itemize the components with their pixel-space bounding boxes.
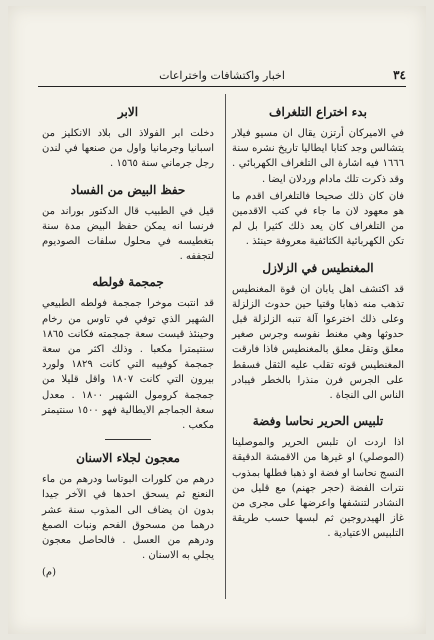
column-divider xyxy=(225,94,226,599)
tooth-paste-paragraph: درهم من كلورات البوتاسا ودرهم من ماء النعنع ثم يسحق احدها في الآخر جيدا بدون ان يضاف الى المذوب سنة عشر درهما من مسحوق الفحم ونبات الصمغ ودرهم من العسل . فالحاصل معجون يجلي به الاسنان . xyxy=(42,474,214,562)
magnet-paragraph: قد اكتشف اهل يابان ان قوة المغنطيس تذهب منه ذهابا وقتيا حين حدوث الزلزلة وعلى ذلك اخترعوا آلة تنبه الزلزلة قبل حدوثها وهي مغنط نفوسه وجرس صغير معلق وتقل معلق بالمغنطيس فاذا فارقت المغنطيس قوته تقلب عليه الثقل فسقط على الجرس فرن منذرا بالخطر فيبادر الناس الى النجاة . xyxy=(232,283,404,402)
page-sheet xyxy=(8,6,426,634)
running-header xyxy=(38,64,406,87)
page-number: ٣٤ xyxy=(393,68,406,82)
section-rule xyxy=(105,439,151,440)
running-title: اخبار واكتشافات واختراعات xyxy=(159,68,285,82)
telegraph-paragraph-1: في الاميركان أرتزن يقال ان مسيو فيلار يتشالس وجد كتابا ايطاليا تاريخ نشره سنة ١٦٦٦ فيه اشارة الى التلغراف الكهربائي . وقد ذكرت تلك مادام وردلان ايضا . xyxy=(232,128,404,185)
author-signature: (م) xyxy=(42,567,56,579)
needles-paragraph: دخلت ابر الفولاذ الى بلاد الانكليز من اسبانيا وجرمانيا واول من صنعها في لندن رجل جرماني سنة ١٥٦٥ . xyxy=(42,128,214,170)
eggs-paragraph: قيل في الطبيب قال الدكتور بوراند من فرنسا انه يمكن حفظ البيض مدة سنة بتغطيسه في محلول سلفات الصوديوم لتجففه . xyxy=(42,205,214,263)
silk-paragraph: اذا اردت ان تلبس الحرير والموصلينا (الموصلي) او غيرها من الاقمشة الدقيقة النسج نحاسا او فضة او ذهبا فطلها بمذوب نترات الفضة (حجر جهنم) مع قليل من النشادر لتنشفها واعرضها على مجرى من غاز الهيدروجين ثم لبسها حسب طريقة التلبيس الاعتيادية . xyxy=(231,437,404,540)
telegraph-paragraph-2: فان كان ذلك صحيحا فالتلغراف اقدم ما هو معهود لان ما جاء في كتب الاقدمين من التلغراف كان يعد ذلك كثيرا بل لم تكن الكهربائية الكثائفية معروفة حينئذ . xyxy=(232,190,404,248)
right-column xyxy=(232,94,404,544)
volta-paragraph: قد انتبت موخرا جمجمة فولطه الطبيعي الشهير الذي توفي في تاوس من رخام وحينئذ قيست سعة جمجمته فكانت ١٨٦٥ سنتيمترا مكعبا . وذلك اكثر من سعة جمجمة كوفييه التي كانت ١٨٢٩ ولورد بيرون التي كانت ١٨٠٧ واقل قليلا من جمجمة كرومول الشهير ١٨٠٠ . معدل سعة الجماجم الايطالية فهو ١٥٠٠ سنتيمتر مكعب . xyxy=(42,298,214,432)
left-column xyxy=(42,94,214,581)
section-title-egg-preservation: حفظ البيض من الفساد xyxy=(70,182,186,197)
section-title-needles: الابر xyxy=(117,105,139,119)
section-title-magnet-earthquakes: المغنطيس في الزلازل xyxy=(262,260,374,275)
section-title-silk-plating: تلبيس الحرير نحاسا وفضة xyxy=(252,414,384,429)
section-title-tooth-paste: معجون لجلاء الاسنان xyxy=(76,451,180,466)
section-title-telegraph: بدء اختراع التلغراف xyxy=(269,105,367,119)
section-title-volta-skull: جمجمة فولطه xyxy=(92,275,164,290)
